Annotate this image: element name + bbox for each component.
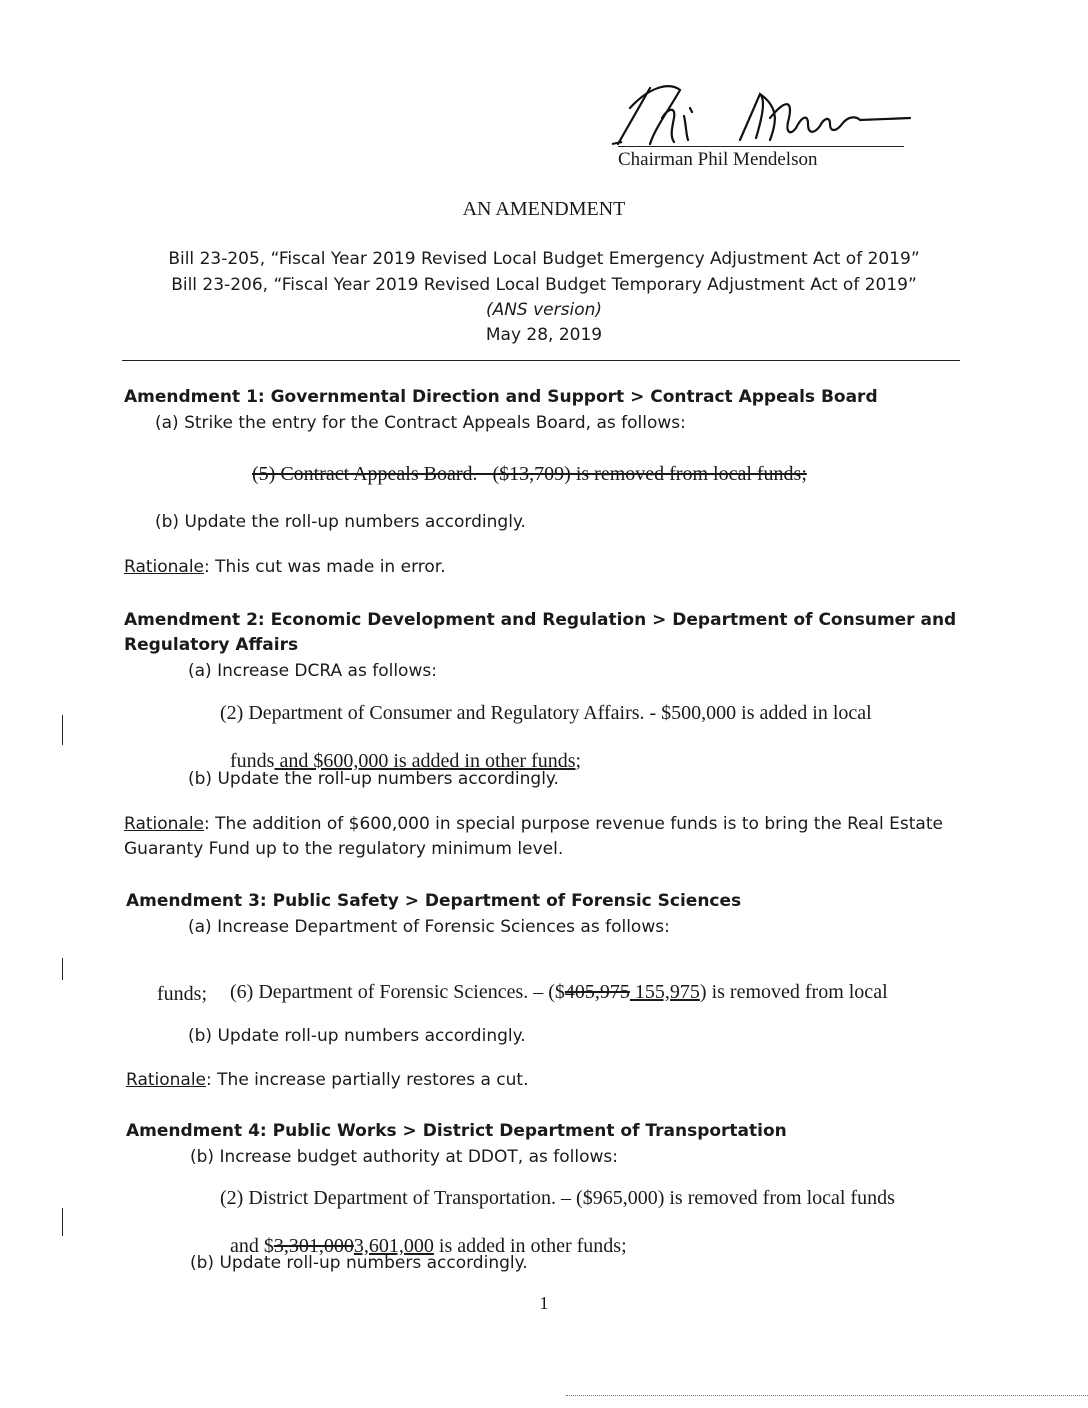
rationale-label: Rationale xyxy=(124,814,205,834)
chairman-signature xyxy=(610,78,930,150)
amendment-3-entry-line2: funds; xyxy=(157,983,207,1005)
entry-text: funds xyxy=(230,750,275,772)
amendment-1-item-b: (b) Update the roll-up numbers accordingly. xyxy=(155,512,526,532)
amendment-4-item-b-second: (b) Update roll-up numbers accordingly. xyxy=(190,1253,528,1273)
amendment-3-item-b: (b) Update roll-up numbers accordingly. xyxy=(188,1026,526,1046)
bill-23-205-line: Bill 23-205, “Fiscal Year 2019 Revised Local Budget Emergency Adjustment Act of 2019” xyxy=(168,249,920,269)
amendment-3-heading: Amendment 3: Public Safety > Department of Forensic Sciences xyxy=(126,891,742,911)
amendment-1-heading: Amendment 1: Governmental Direction and Support > Contract Appeals Board xyxy=(124,387,878,407)
inserted-text: 155,975 xyxy=(629,981,700,1003)
amendment-2-entry-line1: (2) Department of Consumer and Regulatory Affairs. - $500,000 is added in local xyxy=(220,702,872,724)
rationale-text: : This cut was made in error. xyxy=(204,557,446,577)
entry-text: (6) Department of Forensic Sciences. – ($ xyxy=(230,981,565,1003)
entry-text: and $ xyxy=(230,1235,274,1257)
entry-end: is added in other funds; xyxy=(433,1235,627,1257)
amendment-2-heading-line1: Amendment 2: Economic Development and Regulation > Department of Consumer and xyxy=(124,610,957,630)
entry-end: ; xyxy=(575,750,582,772)
amendment-4-entry-line2 xyxy=(220,1212,627,1258)
rationale-label: Rationale xyxy=(124,557,205,577)
revision-bar xyxy=(62,1208,63,1236)
inserted-text: and $600,000 is added in other funds xyxy=(274,750,576,772)
page-title: AN AMENDMENT xyxy=(462,198,626,220)
bill-23-206-line: Bill 23-206, “Fiscal Year 2019 Revised Local Budget Temporary Adjustment Act of 2019” xyxy=(171,275,917,295)
rationale-label: Rationale xyxy=(126,1070,207,1090)
amendment-2-rationale-line2: Guaranty Fund up to the regulatory minimum level. xyxy=(124,839,564,859)
date-line: May 28, 2019 xyxy=(485,325,603,345)
amendment-1-item-a: (a) Strike the entry for the Contract Appeals Board, as follows: xyxy=(155,413,686,433)
amendment-4-entry-line1: (2) District Department of Transportation. – ($965,000) is removed from local funds xyxy=(220,1187,895,1209)
rationale-text: : The addition of $600,000 in special purpose revenue funds is to bring the Real Estate xyxy=(204,814,943,834)
struck-text: 3,301,000 xyxy=(273,1235,354,1257)
amendment-4-item-b-first: (b) Increase budget authority at DDOT, as follows: xyxy=(190,1147,618,1167)
version-line: (ANS version) xyxy=(485,300,603,320)
signature-line xyxy=(618,146,904,147)
header-divider xyxy=(122,360,960,361)
amendment-3-entry-line1 xyxy=(220,958,888,1004)
amendment-2-item-b: (b) Update the roll-up numbers accordingly. xyxy=(188,769,559,789)
signature-caption: Chairman Phil Mendelson xyxy=(618,149,818,170)
revision-bar xyxy=(62,958,63,980)
amendment-2-rationale-line1 xyxy=(124,814,943,834)
amendment-2-item-a: (a) Increase DCRA as follows: xyxy=(188,661,437,681)
amendment-1-rationale xyxy=(124,557,446,577)
page-number: 1 xyxy=(539,1293,549,1313)
scan-artifact-dotted-line xyxy=(566,1395,1088,1396)
amendment-3-rationale xyxy=(126,1070,529,1090)
struck-text: 405,975 xyxy=(564,981,630,1003)
entry-end: ) is removed from local xyxy=(699,981,888,1003)
amendment-1-struck-entry: (5) Contract Appeals Board. ($13,709) is removed from local funds; xyxy=(252,463,807,485)
revision-bar xyxy=(62,715,63,745)
amendment-3-item-a: (a) Increase Department of Forensic Sciences as follows: xyxy=(188,917,670,937)
amendment-2-entry-line2 xyxy=(220,727,581,773)
inserted-text: 3,601,000 xyxy=(353,1235,434,1257)
rationale-text: : The increase partially restores a cut. xyxy=(206,1070,529,1090)
amendment-4-heading: Amendment 4: Public Works > District Department of Transportation xyxy=(126,1121,787,1141)
amendment-2-heading-line2: Regulatory Affairs xyxy=(124,635,299,655)
